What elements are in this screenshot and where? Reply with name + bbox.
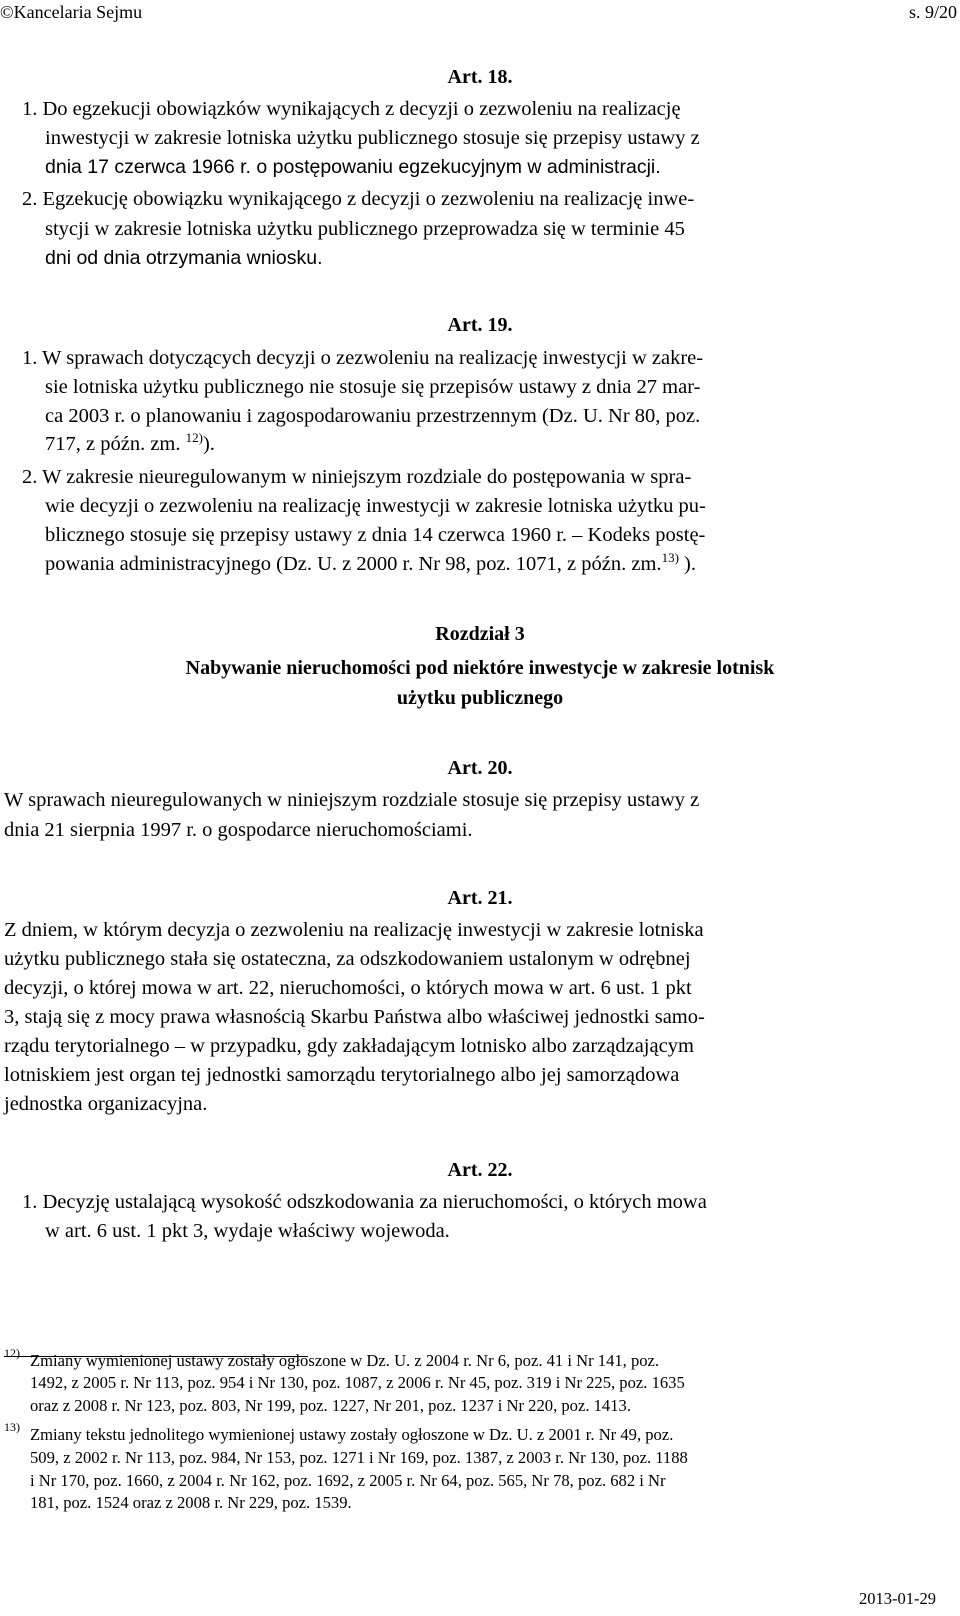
header-page-number: s. 9/20 bbox=[908, 2, 957, 22]
text-line: stycji w zakresie lotniska użytku publicznego przeprowadza się w terminie 45 bbox=[45, 218, 685, 240]
chapter-label: Rozdział 3 bbox=[435, 623, 525, 645]
text-line: w art. 6 ust. 1 pkt 3, wydaje właściwy wojewoda. bbox=[45, 1220, 450, 1242]
article-heading: Art. 18. bbox=[447, 66, 513, 88]
text-line: 2. W zakresie nieuregulowanym w niniejszym rozdziale do postępowania w spra- bbox=[22, 466, 692, 488]
chapter-title-line: użytku publicznego bbox=[396, 687, 564, 709]
article-heading: Art. 22. bbox=[447, 1159, 513, 1181]
publication-date: 2013-01-29 bbox=[859, 1589, 936, 1608]
article-heading: Art. 19. bbox=[447, 314, 513, 336]
text-line: jednostka organizacyjna. bbox=[4, 1093, 208, 1115]
text-line: 3, stają się z mocy prawa własnością Skarbu Państwa albo właściwej jednostki samo- bbox=[4, 1006, 705, 1028]
footnote-marker: 12) bbox=[4, 1346, 20, 1360]
footnote-marker: 13) bbox=[4, 1420, 20, 1434]
text-line: 1. W sprawach dotyczących decyzji o zezwoleniu na realizację inwestycji w zakre- bbox=[22, 347, 704, 369]
text-line: sie lotniska użytku publicznego nie stosuje się przepisów ustawy z dnia 27 mar- bbox=[45, 376, 701, 398]
text-fragment: ). bbox=[202, 433, 215, 455]
footnote-line: 509, z 2002 r. Nr 113, poz. 984, Nr 153, poz. 1271 i Nr 169, poz. 1387, z 2003 r. Nr 130, poz. 1188 bbox=[30, 1448, 688, 1467]
text-line: 1. Decyzję ustalającą wysokość odszkodowania za nieruchomości, o których mowa bbox=[22, 1191, 707, 1213]
text-line: rządu terytorialnego – w przypadku, gdy zakładającym lotnisko albo zarządzającym bbox=[4, 1035, 694, 1057]
footnote-line: oraz z 2008 r. Nr 123, poz. 803, Nr 199, poz. 1227, Nr 201, poz. 1237 i Nr 220, poz. 1413. bbox=[30, 1396, 631, 1415]
text-line: dnia 21 sierpnia 1997 r. o gospodarce nieruchomościami. bbox=[4, 819, 473, 841]
text-line: lotniskiem jest organ tej jednostki samorządu terytorialnego albo jej samorządowa bbox=[4, 1064, 680, 1086]
text-line: inwestycji w zakresie lotniska użytku publicznego stosuje się przepisy ustawy z bbox=[45, 127, 700, 149]
text-line: ca 2003 r. o planowaniu i zagospodarowaniu przestrzennym (Dz. U. Nr 80, poz. bbox=[45, 405, 701, 427]
footnote-line: 1492, z 2005 r. Nr 113, poz. 954 i Nr 130, poz. 1087, z 2006 r. Nr 45, poz. 319 i Nr 225, poz. 1635 bbox=[30, 1373, 685, 1392]
text-line: decyzji, o której mowa w art. 22, nieruchomości, o których mowa w art. 6 ust. 1 pkt bbox=[4, 977, 692, 999]
text-line: 2. Egzekucję obowiązku wynikającego z decyzji o zezwoleniu na realizację inwe- bbox=[22, 188, 695, 210]
article-heading: Art. 20. bbox=[447, 757, 513, 779]
article-heading: Art. 21. bbox=[447, 887, 513, 909]
text-line: W sprawach nieuregulowanych w niniejszym rozdziale stosuje się przepisy ustawy z bbox=[4, 789, 700, 811]
text-line bbox=[45, 431, 215, 457]
footnote-line: i Nr 170, poz. 1660, z 2004 r. Nr 162, poz. 1692, z 2005 r. Nr 64, poz. 565, Nr 78, poz. 682 i Nr bbox=[30, 1471, 666, 1490]
footnote-line: Zmiany wymienionej ustawy zostały ogłoszone w Dz. U. z 2004 r. Nr 6, poz. 41 i Nr 141, poz. bbox=[30, 1351, 660, 1370]
footnote-line: Zmiany tekstu jednolitego wymienionej ustawy zostały ogłoszone w Dz. U. z 2001 r. Nr 49, poz. bbox=[30, 1425, 674, 1444]
text-line: użytku publicznego stała się ostateczna, za odszkodowaniem ustalonym w odrębnej bbox=[4, 948, 691, 970]
footnote-line: 181, poz. 1524 oraz z 2008 r. Nr 229, poz. 1539. bbox=[30, 1493, 352, 1512]
text-line: Z dniem, w którym decyzja o zezwoleniu na realizację inwestycji w zakresie lotniska bbox=[4, 919, 704, 941]
header-copyright: ©Kancelaria Sejmu bbox=[0, 2, 143, 22]
text-line: 1. Do egzekucji obowiązków wynikających z decyzji o zezwoleniu na realizację bbox=[22, 98, 681, 120]
footnote-reference[interactable]: 13) bbox=[661, 550, 679, 565]
text-line: blicznego stosuje się przepisy ustawy z dnia 14 czerwca 1960 r. – Kodeks postę- bbox=[45, 524, 706, 546]
footnote-reference[interactable]: 12) bbox=[185, 430, 203, 445]
text-fragment: ). bbox=[684, 553, 696, 575]
chapter-title-line: Nabywanie nieruchomości pod niektóre inwestycje w zakresie lotnisk bbox=[185, 657, 775, 679]
text-fragment: 717, z późn. zm. bbox=[45, 433, 181, 455]
text-fragment: powania administracyjnego (Dz. U. z 2000 r. Nr 98, poz. 1071, z późn. zm. bbox=[45, 553, 662, 575]
text-line: dni od dnia otrzymania wniosku. bbox=[45, 247, 323, 269]
text-line bbox=[45, 551, 696, 577]
text-line: dnia 17 czerwca 1966 r. o postępowaniu egzekucyjnym w administracji. bbox=[45, 156, 661, 178]
text-line: wie decyzji o zezwoleniu na realizację inwestycji w zakresie lotniska użytku pu- bbox=[45, 495, 706, 517]
